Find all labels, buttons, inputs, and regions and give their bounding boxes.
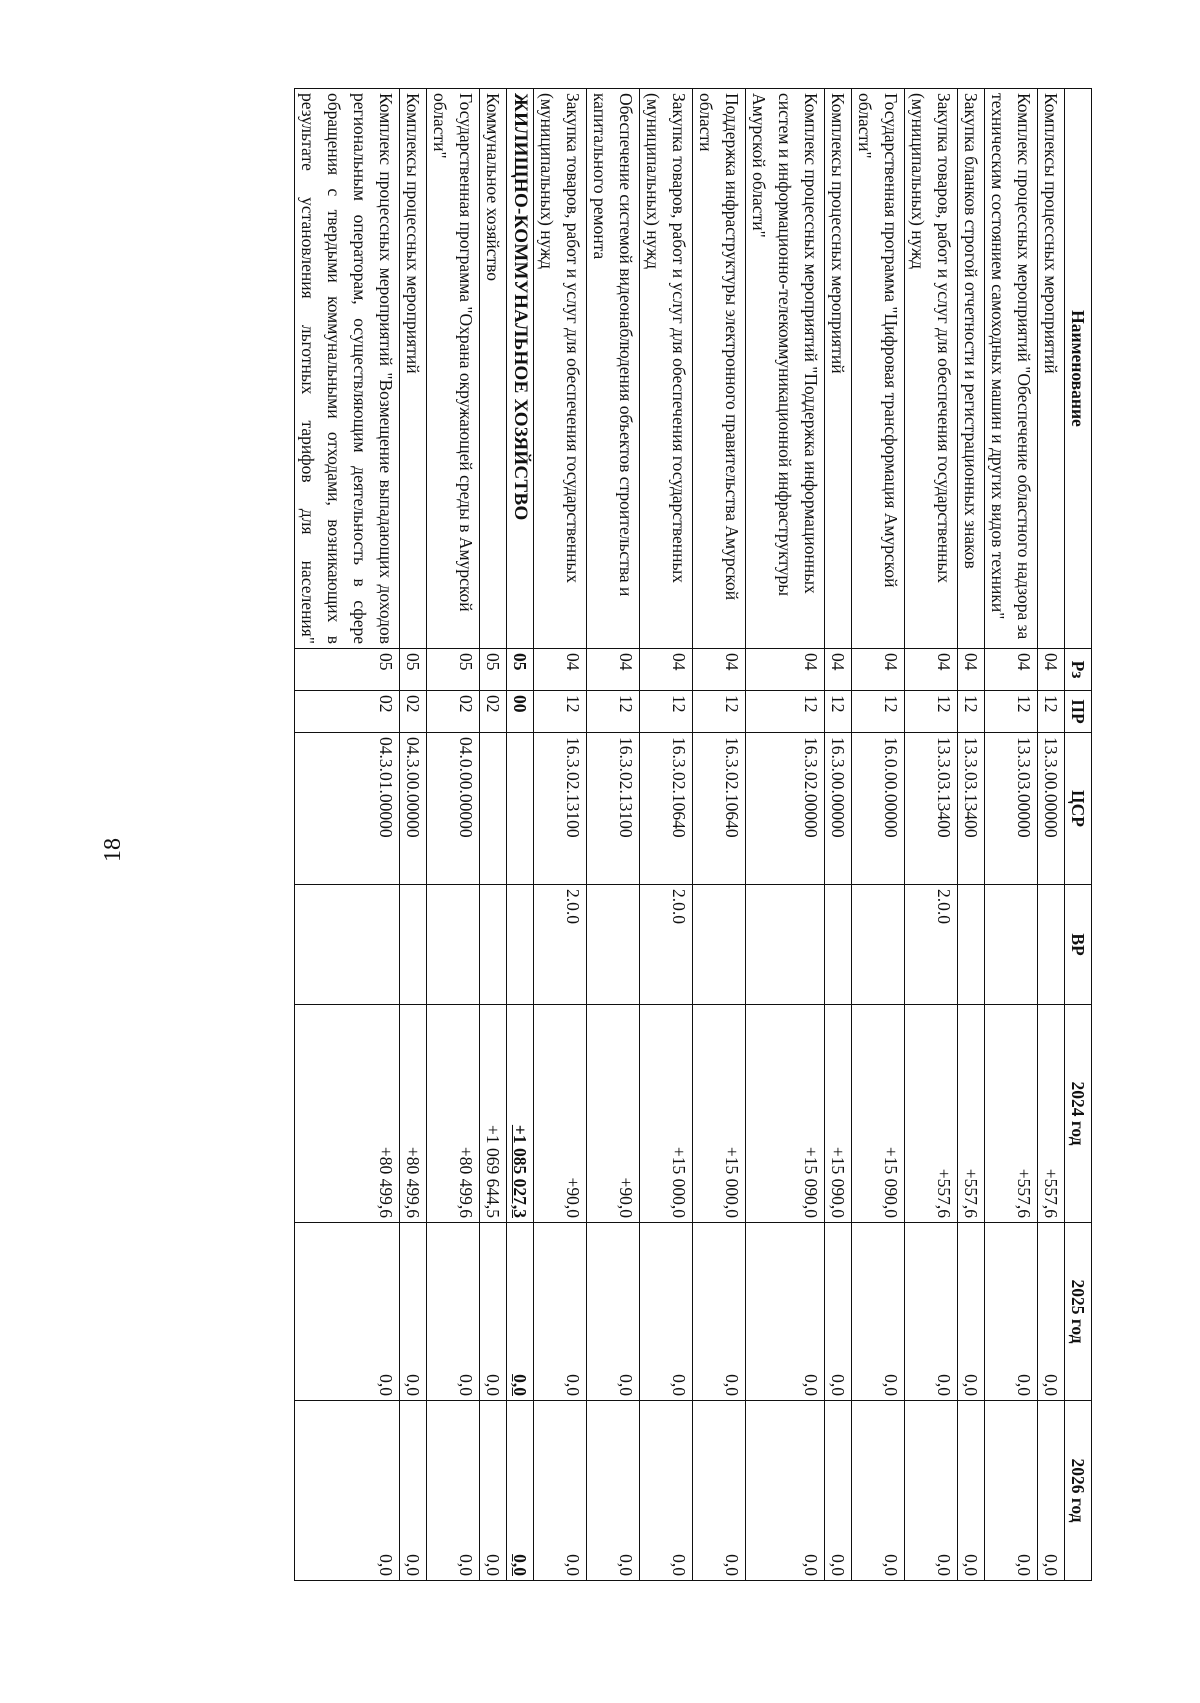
table-row [905, 89, 958, 1581]
cell-2026: 0,0 [985, 1401, 1038, 1581]
cell-csr: 16.3.02.00000 [746, 733, 825, 885]
cell-2024: +557,6 [1038, 1005, 1065, 1223]
cell-csr: 13.3.03.13400 [958, 733, 985, 885]
cell-rz: 05 [480, 649, 507, 691]
cell-2026: 0,0 [507, 1401, 534, 1581]
cell-name: Обеспечение системой видеонаблюдения объектов строительства и капитального ремонта [587, 89, 640, 649]
cell-2026: 0,0 [295, 1401, 400, 1581]
table-header-row [1065, 89, 1092, 1581]
table-row [746, 89, 825, 1581]
cell-2026: 0,0 [746, 1401, 825, 1581]
cell-name: Закупка бланков строгой отчетности и регистрационных знаков [958, 89, 985, 649]
cell-vr [693, 885, 746, 1005]
cell-name: Закупка товаров, работ и услуг для обеспечения государственных (муниципальных) нужд [905, 89, 958, 649]
cell-rz: 04 [905, 649, 958, 691]
cell-pr: 12 [825, 691, 852, 733]
header-name: Наименование [1065, 89, 1092, 649]
cell-csr: 16.0.00.00000 [852, 733, 905, 885]
cell-2025: 0,0 [958, 1223, 985, 1401]
cell-vr [427, 885, 480, 1005]
cell-vr: 2.0.0 [640, 885, 693, 1005]
cell-name: Государственная программа "Охрана окружающей среды в Амурской области" [427, 89, 480, 649]
cell-rz: 05 [427, 649, 480, 691]
cell-2025: 0,0 [905, 1223, 958, 1401]
cell-pr: 00 [507, 691, 534, 733]
cell-2024: +15 090,0 [852, 1005, 905, 1223]
cell-vr: 2.0.0 [905, 885, 958, 1005]
cell-2025: 0,0 [825, 1223, 852, 1401]
table-row [985, 89, 1038, 1581]
cell-2025: 0,0 [295, 1223, 400, 1401]
table-row [295, 89, 400, 1581]
cell-pr: 12 [905, 691, 958, 733]
cell-csr: 13.3.03.13400 [905, 733, 958, 885]
cell-2025: 0,0 [507, 1223, 534, 1401]
cell-2026: 0,0 [825, 1401, 852, 1581]
header-csr: ЦСР [1065, 733, 1092, 885]
cell-name: Поддержка инфраструктуры электронного правительства Амурской области [693, 89, 746, 649]
cell-pr: 12 [1038, 691, 1065, 733]
cell-2026: 0,0 [905, 1401, 958, 1581]
cell-vr [400, 885, 427, 1005]
cell-name: Комплексы процессных мероприятий [400, 89, 427, 649]
cell-2024: +557,6 [905, 1005, 958, 1223]
table-row [640, 89, 693, 1581]
cell-pr: 02 [427, 691, 480, 733]
table-row [958, 89, 985, 1581]
cell-2026: 0,0 [587, 1401, 640, 1581]
cell-2025: 0,0 [985, 1223, 1038, 1401]
cell-2024: +1 069 644,5 [480, 1005, 507, 1223]
cell-2025: 0,0 [852, 1223, 905, 1401]
cell-rz: 04 [534, 649, 587, 691]
cell-pr: 02 [480, 691, 507, 733]
cell-2025: 0,0 [587, 1223, 640, 1401]
cell-vr [507, 885, 534, 1005]
cell-pr: 12 [985, 691, 1038, 733]
cell-rz: 05 [507, 649, 534, 691]
cell-2024: +1 085 027,3 [507, 1005, 534, 1223]
table-row [693, 89, 746, 1581]
cell-vr [1038, 885, 1065, 1005]
cell-rz: 04 [958, 649, 985, 691]
table-row [480, 89, 507, 1581]
cell-rz: 05 [295, 649, 400, 691]
cell-vr [852, 885, 905, 1005]
cell-2024: +15 000,0 [640, 1005, 693, 1223]
cell-2025: 0,0 [693, 1223, 746, 1401]
cell-2026: 0,0 [958, 1401, 985, 1581]
cell-csr [480, 733, 507, 885]
cell-2025: 0,0 [427, 1223, 480, 1401]
cell-2026: 0,0 [640, 1401, 693, 1581]
cell-2026: 0,0 [1038, 1401, 1065, 1581]
cell-2026: 0,0 [534, 1401, 587, 1581]
cell-2024: +557,6 [958, 1005, 985, 1223]
cell-2024: +15 090,0 [825, 1005, 852, 1223]
cell-vr [295, 885, 400, 1005]
table-row [1038, 89, 1065, 1581]
page-number: 18 [100, 838, 126, 862]
cell-vr: 2.0.0 [534, 885, 587, 1005]
cell-pr: 12 [534, 691, 587, 733]
cell-rz: 05 [400, 649, 427, 691]
cell-vr [746, 885, 825, 1005]
cell-csr: 16.3.02.10640 [640, 733, 693, 885]
cell-2025: 0,0 [480, 1223, 507, 1401]
cell-rz: 04 [1038, 649, 1065, 691]
cell-name: Государственная программа "Цифровая трансформация Амурской области" [852, 89, 905, 649]
cell-2024: +80 499,6 [400, 1005, 427, 1223]
cell-csr: 04.0.00.00000 [427, 733, 480, 885]
budget-table-container [192, 88, 1092, 1580]
cell-rz: 04 [985, 649, 1038, 691]
cell-csr: 04.3.01.00000 [295, 733, 400, 885]
cell-pr: 02 [295, 691, 400, 733]
cell-csr: 04.3.00.00000 [400, 733, 427, 885]
cell-csr: 16.3.02.13100 [534, 733, 587, 885]
table-body [295, 89, 1065, 1581]
table-row [825, 89, 852, 1581]
cell-vr [825, 885, 852, 1005]
cell-name: Коммунальное хозяйство [480, 89, 507, 649]
header-pr: ПР [1065, 691, 1092, 733]
cell-name: Комплекс процессных мероприятий "Обеспечение областного надзора за техническим состоянием самоходных машин и других видов техники" [985, 89, 1038, 649]
cell-2024: +90,0 [534, 1005, 587, 1223]
cell-pr: 12 [587, 691, 640, 733]
cell-vr [480, 885, 507, 1005]
cell-name: Комплекс процессных мероприятий "Поддержка информационных систем и информационно-телекоммуникационной инфраструктуры Амурской области" [746, 89, 825, 649]
cell-2025: 0,0 [534, 1223, 587, 1401]
cell-name: ЖИЛИЩНО-КОММУНАЛЬНОЕ ХОЗЯЙСТВО [507, 89, 534, 649]
cell-2025: 0,0 [1038, 1223, 1065, 1401]
cell-pr: 12 [746, 691, 825, 733]
header-2026: 2026 год [1065, 1401, 1092, 1581]
cell-2025: 0,0 [400, 1223, 427, 1401]
cell-rz: 04 [587, 649, 640, 691]
cell-pr: 12 [958, 691, 985, 733]
cell-name: Комплексы процессных мероприятий [1038, 89, 1065, 649]
cell-rz: 04 [693, 649, 746, 691]
cell-2024: +80 499,6 [427, 1005, 480, 1223]
cell-2026: 0,0 [400, 1401, 427, 1581]
cell-name: Закупка товаров, работ и услуг для обеспечения государственных (муниципальных) нужд [640, 89, 693, 649]
cell-2026: 0,0 [852, 1401, 905, 1581]
cell-rz: 04 [746, 649, 825, 691]
cell-vr [587, 885, 640, 1005]
header-vr: ВР [1065, 885, 1092, 1005]
cell-2024: +90,0 [587, 1005, 640, 1223]
cell-csr: 13.3.03.00000 [985, 733, 1038, 885]
cell-2026: 0,0 [693, 1401, 746, 1581]
header-2024: 2024 год [1065, 1005, 1092, 1223]
cell-2025: 0,0 [640, 1223, 693, 1401]
cell-2024: +80 499,6 [295, 1005, 400, 1223]
cell-pr: 02 [400, 691, 427, 733]
cell-rz: 04 [852, 649, 905, 691]
cell-pr: 12 [640, 691, 693, 733]
cell-name: Закупка товаров, работ и услуг для обеспечения государственных (муниципальных) нужд [534, 89, 587, 649]
cell-rz: 04 [825, 649, 852, 691]
cell-name: Комплекс процессных мероприятий "Возмещение выпадающих доходов региональным операторам, осуществляющим деятельность в сфере обращения с твердыми коммунальными отходами, возникающих в результате установления льготных тарифов для населения" [295, 89, 400, 649]
cell-csr [507, 733, 534, 885]
table-row [534, 89, 587, 1581]
cell-rz: 04 [640, 649, 693, 691]
cell-2024: +557,6 [985, 1005, 1038, 1223]
cell-vr [985, 885, 1038, 1005]
cell-name: Комплексы процессных мероприятий [825, 89, 852, 649]
cell-2026: 0,0 [427, 1401, 480, 1581]
cell-vr [958, 885, 985, 1005]
cell-2024: +15 000,0 [693, 1005, 746, 1223]
header-rz: Рз [1065, 649, 1092, 691]
cell-csr: 16.3.02.13100 [587, 733, 640, 885]
cell-2024: +15 090,0 [746, 1005, 825, 1223]
cell-2026: 0,0 [480, 1401, 507, 1581]
header-2025: 2025 год [1065, 1223, 1092, 1401]
cell-pr: 12 [852, 691, 905, 733]
cell-csr: 16.3.02.10640 [693, 733, 746, 885]
cell-pr: 12 [693, 691, 746, 733]
table-row [507, 89, 534, 1581]
budget-table [294, 88, 1092, 1581]
cell-csr: 16.3.00.00000 [825, 733, 852, 885]
table-row [427, 89, 480, 1581]
table-row [400, 89, 427, 1581]
cell-csr: 13.3.00.00000 [1038, 733, 1065, 885]
table-row [852, 89, 905, 1581]
cell-2025: 0,0 [746, 1223, 825, 1401]
table-row [587, 89, 640, 1581]
